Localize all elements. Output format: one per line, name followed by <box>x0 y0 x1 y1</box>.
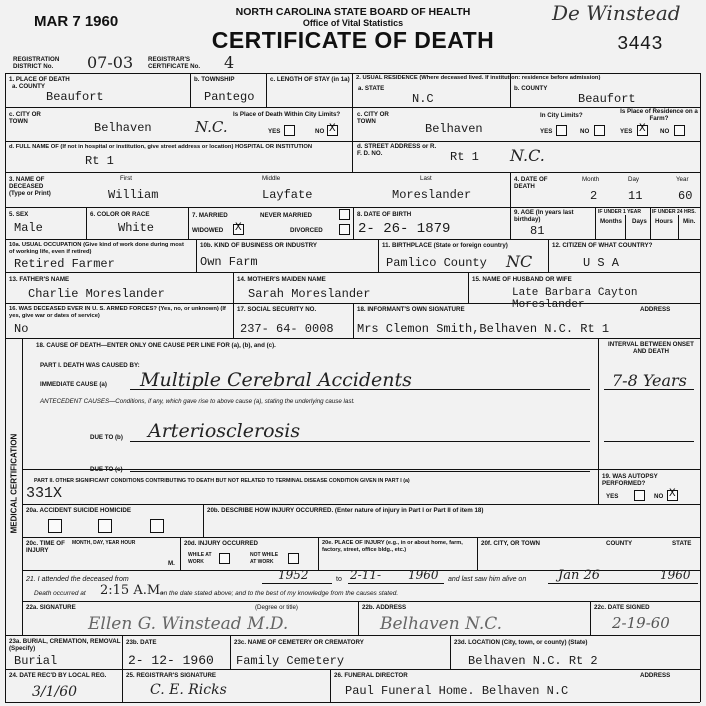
residence-county-label: b. COUNTY <box>514 85 548 92</box>
in-city-no-checkbox[interactable] <box>594 125 605 136</box>
injury-place-label: 20e. PLACE OF INJURY (e.g., in or about home, farm, factory, street, office bldg., etc.) <box>322 540 463 553</box>
physician-address-value: Belhaven N.C. <box>380 614 503 634</box>
injury-occurred-label: 20d. INJURY OCCURRED <box>184 540 258 547</box>
certificate-serial: 3443 <box>617 33 663 55</box>
within-limits-no-checkbox[interactable] <box>327 125 338 136</box>
stamp-date: MAR 7 1960 <box>34 13 119 30</box>
death-city-label: c. CITY OR TOWN <box>9 111 41 125</box>
under-one-year-label: IF UNDER 1 YEAR <box>598 209 641 215</box>
street-label: d. STREET ADDRESS or R. F. D. NO. <box>357 143 437 157</box>
farm-no-checkbox[interactable] <box>674 125 685 136</box>
residence-city-label: c. CITY OR TOWN <box>357 111 389 125</box>
accident-checkbox[interactable] <box>48 519 62 533</box>
under-24-hours-label: IF UNDER 24 HRS. <box>652 209 696 215</box>
death-day-value: 11 <box>628 189 643 203</box>
attended-to-label: to <box>336 576 342 583</box>
date-of-death-label: 4. DATE OF DEATH <box>514 176 548 190</box>
while-at-work-label: WHILE AT WORK <box>188 552 212 565</box>
length-of-stay-label: c. LENGTH OF STAY (in 1a) <box>270 76 350 83</box>
last-saw-label: and last saw him alive on <box>448 576 527 583</box>
married-label: 7. MARRIED <box>192 212 228 219</box>
due-to-b-label: DUE TO (b) <box>90 434 123 441</box>
death-county-value: Beaufort <box>46 90 104 104</box>
ssn-label: 17. SOCIAL SECURITY NO. <box>237 306 317 313</box>
residence-state-value: N.C <box>412 92 434 106</box>
birthplace-note: NC <box>506 252 533 271</box>
homicide-checkbox[interactable] <box>150 519 164 533</box>
residence-state-label: a. STATE <box>358 85 385 92</box>
death-month-value: 2 <box>590 189 598 203</box>
divorced-label: DIVORCED <box>290 227 323 234</box>
hours-label: Hours <box>655 218 673 225</box>
burial-value: Burial <box>14 654 58 668</box>
burial-date-label: 23b. DATE <box>126 639 157 646</box>
injury-type-label: 20a. ACCIDENT SUICIDE HOMICIDE <box>26 507 131 514</box>
armed-forces-label: 16. WAS DECEASED EVER IN U. S. ARMED FORCES? (Yes, no, or unknown) (If yes, give war or dates of service) <box>9 306 226 319</box>
death-month-header: Month <box>582 176 600 183</box>
ssn-value: 237- 64- 0008 <box>240 322 334 336</box>
within-limits-label: Is Place of Death Within City Limits? <box>233 111 341 118</box>
death-year-header: Year <box>676 176 689 183</box>
location-label: 23d. LOCATION (City, town, or county) (State) <box>454 639 588 646</box>
cause-code-value: 331X <box>26 485 63 502</box>
injury-time-label: 20c. TIME OF INJURY <box>26 540 65 554</box>
business-value: Own Farm <box>200 255 258 269</box>
autopsy-no-checkbox[interactable] <box>667 490 678 501</box>
street-note: N.C. <box>510 146 545 165</box>
within-limits-no-mark: X <box>329 123 336 135</box>
cemetery-value: Family Cemetery <box>236 654 345 668</box>
registration-district-value: 07-03 <box>87 53 134 72</box>
location-value: Belhaven N.C. Rt 2 <box>468 654 598 668</box>
injury-state-label: STATE <box>672 540 692 547</box>
injury-time-columns: MONTH, DAY, YEAR HOUR <box>72 540 136 546</box>
injury-describe-label: 20b. DESCRIBE HOW INJURY OCCURRED. (Enter nature of injury in Part I or Part II of item 18) <box>207 507 484 514</box>
date-signed-label: 22c. DATE SIGNED <box>594 604 650 611</box>
occupation-value: Retired Farmer <box>14 257 115 271</box>
sex-value: Male <box>14 221 43 235</box>
physician-signature-label: 22a. SIGNATURE <box>26 604 76 611</box>
part-two-label: PART II. OTHER SIGNIFICANT CONDITIONS CONTRIBUTING TO DEATH BUT NOT RELATED TO TERMINAL DISEASE CONDITION GIVEN IN PART I (a) <box>34 478 410 484</box>
interval-value: 7-8 Years <box>612 371 687 390</box>
place-of-death-label: 1. PLACE OF DEATH <box>9 76 70 83</box>
days-label: Days <box>632 218 647 225</box>
last-saw-value: Jan 26 <box>558 568 601 583</box>
due-to-c-label: DUE TO (c) <box>90 466 123 473</box>
registration-district-label: REGISTRATION DISTRICT No. <box>13 56 60 70</box>
immediate-cause-label: IMMEDIATE CAUSE (a) <box>40 381 107 388</box>
death-occurred-label: Death occurred at <box>34 590 86 597</box>
farm-yes-mark: X <box>639 123 646 135</box>
office-name: Office of Vital Statistics <box>302 18 404 28</box>
death-year-value: 60 <box>678 189 693 203</box>
within-limits-no-label: NO <box>315 128 325 135</box>
autopsy-no-mark: X <box>669 488 676 500</box>
mother-label: 14. MOTHER'S MAIDEN NAME <box>237 276 326 283</box>
within-limits-yes-label: YES <box>268 128 281 135</box>
while-at-work-checkbox[interactable] <box>219 553 230 564</box>
citizen-label: 12. CITIZEN OF WHAT COUNTRY? <box>552 242 653 249</box>
death-occurred-tail: on the date stated above; and to the best of my knowledge from the causes stated. <box>160 590 399 597</box>
injury-county-label: COUNTY <box>606 540 633 547</box>
registrar-certificate-value: 4 <box>224 53 235 72</box>
burial-date-value: 2- 12- 1960 <box>128 653 214 668</box>
first-name-value: William <box>108 188 159 202</box>
last-saw-year: 1960 <box>660 568 691 582</box>
in-city-yes-label: YES <box>540 128 553 135</box>
death-township-label: b. TOWNSHIP <box>194 76 235 83</box>
hospital-value: Rt 1 <box>85 154 114 168</box>
informant-label: 18. INFORMANT'S OWN SIGNATURE <box>357 306 465 313</box>
occupation-label: 10a. USUAL OCCUPATION (Give kind of work done during most of working life, even if retired) <box>9 242 184 255</box>
informant-address-label: ADDRESS <box>640 306 671 313</box>
never-married-checkbox[interactable] <box>339 209 350 220</box>
birthplace-value: Pamlico County <box>386 256 487 270</box>
street-value: Rt 1 <box>450 150 479 164</box>
board-name: NORTH CAROLINA STATE BOARD OF HEALTH <box>235 6 471 18</box>
widowed-label: WIDOWED <box>192 227 224 234</box>
sex-label: 5. SEX <box>9 211 29 218</box>
not-while-at-work-label: NOT WHILE AT WORK <box>250 552 279 565</box>
autopsy-no-label: NO <box>654 493 664 500</box>
first-name-header: First <box>120 175 133 182</box>
never-married-label: NEVER MARRIED <box>260 212 312 219</box>
death-day-header: Day <box>628 176 640 183</box>
divorced-checkbox[interactable] <box>339 224 350 235</box>
date-signed-value: 2-19-60 <box>612 614 670 632</box>
residence-county-value: Beaufort <box>578 92 636 106</box>
attended-to-date: 2-11- <box>350 568 382 582</box>
death-county-label: a. COUNTY <box>12 83 46 90</box>
in-city-yes-checkbox[interactable] <box>556 125 567 136</box>
cause-section-label: 18. CAUSE OF DEATH—ENTER ONLY ONE CAUSE PER LINE FOR (a), (b), and (c). <box>36 342 276 349</box>
father-label: 13. FATHER'S NAME <box>9 276 70 283</box>
father-value: Charlie Moreslander <box>28 287 165 301</box>
age-value: 81 <box>530 224 545 238</box>
date-received-label: 24. DATE REC'D BY LOCAL REG. <box>9 672 107 679</box>
suicide-checkbox[interactable] <box>98 519 112 533</box>
death-township-value: Pantego <box>204 90 255 104</box>
in-city-no-label: NO <box>580 128 590 135</box>
farm-yes-checkbox[interactable] <box>637 125 648 136</box>
certificate-title: CERTIFICATE OF DEATH <box>211 27 495 53</box>
physician-address-label: 22b. ADDRESS <box>362 604 407 611</box>
antecedent-label: ANTECEDENT CAUSES—Conditions, if any, which gave rise to above cause (a), stating the underlying cause last. <box>40 398 355 405</box>
interval-label: INTERVAL BETWEEN ONSET AND DEATH <box>608 341 694 355</box>
birthplace-label: 11. BIRTHPLACE (State or foreign country) <box>382 242 508 249</box>
spouse-label: 15. NAME OF HUSBAND OR WIFE <box>472 276 572 283</box>
registrar-signature-value: C. E. Ricks <box>150 682 227 698</box>
widowed-mark: X <box>235 222 242 234</box>
mother-value: Sarah Moreslander <box>248 287 371 301</box>
months-label: Months <box>600 218 622 225</box>
attended-to-year: 1960 <box>408 568 439 582</box>
birth-date-label: 8. DATE OF BIRTH <box>357 211 412 218</box>
attended-from-year: 1952 <box>278 568 309 582</box>
last-name-header: Last <box>420 175 432 182</box>
not-while-at-work-checkbox[interactable] <box>288 553 299 564</box>
funeral-director-label: 26. FUNERAL DIRECTOR <box>334 672 408 679</box>
injury-city-label: 20f. CITY, OR TOWN <box>481 540 541 547</box>
time-of-death-value: 2:15 A.M. <box>100 583 165 598</box>
immediate-cause-value: Multiple Cerebral Accidents <box>140 369 412 391</box>
death-city-value: Belhaven <box>94 121 152 135</box>
attended-label: 21. I attended the deceased from <box>26 576 129 583</box>
business-label: 10b. KIND OF BUSINESS OR INDUSTRY <box>200 242 318 249</box>
farm-no-label: NO <box>660 128 670 135</box>
race-label: 6. COLOR OR RACE <box>90 211 150 218</box>
hospital-label: d. FULL NAME OF (If not in hospital or institution, give street address or location) HOSPITAL OR INSTITUTION <box>9 144 313 150</box>
registrar-signature-label: 25. REGISTRAR'S SIGNATURE <box>126 672 217 679</box>
last-name-value: Moreslander <box>392 188 472 202</box>
birth-date-value: 2- 26- 1879 <box>358 221 451 237</box>
middle-name-header: Middle <box>262 175 281 182</box>
due-to-b-value: Arteriosclerosis <box>148 420 301 442</box>
residence-section-label: 2. USUAL RESIDENCE (Where deceased lived. If institution: residence before admission) <box>356 75 601 81</box>
deceased-name-label: 3. NAME OF DECEASED (Type or Print) <box>9 176 51 197</box>
date-received-value: 3/1/60 <box>32 684 78 700</box>
death-city-note: N.C. <box>195 118 228 136</box>
autopsy-label: 19. WAS AUTOPSY PERFORMED? <box>602 473 658 487</box>
minutes-label: Min. <box>683 218 696 225</box>
medical-certification-side-label: MEDICAL CERTIFICATION <box>9 433 19 534</box>
registrar-certificate-label: REGISTRAR'S CERTIFICATE No. <box>148 56 201 70</box>
armed-forces-value: No <box>14 322 29 336</box>
spouse-value: Late Barbara Cayton Moreslander <box>512 287 638 311</box>
autopsy-yes-label: YES <box>606 493 619 500</box>
funeral-director-address-label: ADDRESS <box>640 672 671 679</box>
within-limits-yes-checkbox[interactable] <box>284 125 295 136</box>
corner-signature: De Winstead <box>552 1 681 25</box>
part-one-label: PART I. DEATH WAS CAUSED BY: <box>40 362 140 369</box>
in-city-limits-label: In City Limits? <box>540 112 583 119</box>
middle-name-value: Layfate <box>262 188 313 202</box>
injury-time-meridiem: M. <box>168 560 175 567</box>
funeral-director-value: Paul Funeral Home. Belhaven N.C <box>345 684 569 698</box>
on-farm-label: Is Place of Residence on a Farm? <box>620 108 698 122</box>
cemetery-label: 23c. NAME OF CEMETERY OR CREMATORY <box>234 639 364 646</box>
citizen-value: U S A <box>583 256 620 270</box>
residence-city-value: Belhaven <box>425 122 483 136</box>
informant-value: Mrs Clemon Smith,Belhaven N.C. Rt 1 <box>357 322 610 336</box>
race-value: White <box>118 221 155 235</box>
physician-signature-value: Ellen G. Winstead M.D. <box>88 614 289 634</box>
age-label: 9. AGE (In years last birthday) <box>514 209 574 223</box>
farm-yes-label: YES <box>620 128 633 135</box>
autopsy-yes-checkbox[interactable] <box>634 490 645 501</box>
degree-label: (Degree or title) <box>255 604 298 611</box>
burial-label: 23a. BURIAL, CREMATION, REMOVAL (Specify) <box>9 638 121 652</box>
widowed-checkbox[interactable] <box>233 224 244 235</box>
